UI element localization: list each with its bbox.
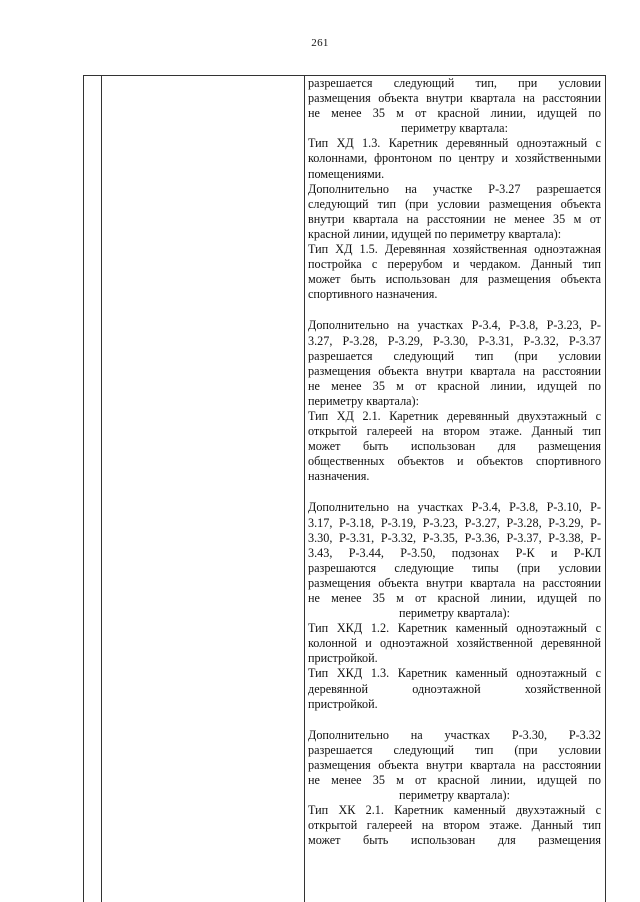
text-line: не менее 35 м от красной линии, идущей по: [308, 378, 601, 393]
text-line: общественных объектов и объектов спортивного: [308, 454, 601, 469]
paragraph: [308, 500, 601, 711]
text-line: 3.27, Р-3.28, Р-3.29, Р-3.30, Р-3.31, Р-3.32, Р-3.37: [308, 333, 601, 348]
text-line: помещениями.: [308, 166, 385, 181]
text-line: Дополнительно на участке Р-3.27 разрешается: [308, 181, 601, 196]
text-line: может быть использован для размещения: [308, 833, 601, 848]
table-right-border: [605, 75, 606, 902]
paragraph-gap: [308, 484, 601, 500]
text-line: Тип ХД 1.5. Деревянная хозяйственная одноэтажная: [308, 242, 601, 257]
paragraph-gap: [308, 302, 601, 318]
text-line: разрешается следующий тип, при условии: [308, 76, 601, 90]
paragraph: [308, 242, 601, 302]
table-cell-text: [308, 76, 601, 849]
text-line: деревянной одноэтажной хозяйственной: [308, 681, 601, 696]
page-number: 261: [311, 37, 329, 49]
text-line: колоннами, фронтоном по центру и хозяйственными: [308, 151, 601, 166]
text-line: размещения объекта внутри квартала на расстоянии: [308, 91, 601, 106]
text-line: 3.17, Р-3.18, Р-3.19, Р-3.23, Р-3.27, Р-3.28, Р-3.29, Р-: [308, 515, 601, 530]
text-line: спортивного назначения.: [308, 287, 438, 302]
text-line: размещения объекта внутри квартала на расстоянии: [308, 757, 601, 772]
text-line: Тип ХД 2.1. Каретник деревянный двухэтажный с: [308, 408, 601, 423]
text-line: периметру квартала:: [401, 121, 508, 136]
text-line: разрешается следующий тип (при условии: [308, 742, 601, 757]
paragraph: [308, 182, 601, 242]
text-line: размещения объекта внутри квартала на расстоянии: [308, 575, 601, 590]
text-line: периметру квартала):: [308, 393, 420, 408]
paragraph: [308, 318, 601, 484]
text-line: красной линии, идущей по периметру квартала):: [308, 226, 562, 241]
text-line: 3.30, Р-3.31, Р-3.32, Р-3.35, Р-3.36, Р-3.37, Р-3.38, Р-: [308, 530, 601, 545]
text-line: внутри квартала на расстоянии не менее 35 м от: [308, 211, 601, 226]
text-line: Тип ХД 1.3. Каретник деревянный одноэтажный с: [308, 136, 601, 151]
text-line: разрешается следующий тип (при условии: [308, 348, 601, 363]
text-line: размещения объекта внутри квартала на расстоянии: [308, 363, 601, 378]
text-line: Тип ХКД 1.2. Каретник каменный одноэтажный с: [308, 621, 601, 636]
text-line: колонной и одноэтажной хозяйственной деревянной: [308, 636, 601, 651]
text-line: пристройкой.: [308, 651, 378, 666]
text-line: открытой галереей на втором этаже. Данный тип: [308, 818, 601, 833]
text-line: Дополнительно на участках Р-3.4, Р-3.8, Р-3.23, Р-: [308, 318, 601, 333]
table-column-divider-1: [101, 75, 102, 902]
text-line: разрешаются следующие типы (при условии: [308, 560, 601, 575]
text-line: открытой галереей на втором этаже. Данный тип: [308, 424, 601, 439]
text-line: периметру квартала):: [398, 606, 510, 621]
text-line: не менее 35 м от красной линии, идущей по: [308, 591, 601, 605]
text-line: 3.43, Р-3.44, Р-3.50, подзонах Р-К и Р-КЛ: [308, 545, 601, 560]
table-left-border: [83, 75, 84, 902]
text-line: назначения.: [308, 469, 370, 484]
table-column-divider-2: [304, 75, 305, 902]
text-line: Дополнительно на участках Р-3.30, Р-3.32: [308, 727, 601, 742]
text-line: может быть использован для размещения объекта: [308, 272, 601, 287]
text-line: Тип ХКД 1.3. Каретник каменный одноэтажный с: [308, 666, 601, 681]
paragraph: [308, 76, 601, 182]
text-line: Дополнительно на участках Р-3.4, Р-3.8, Р-3.10, Р-: [308, 500, 601, 515]
text-line: следующий тип (при условии размещения объекта: [308, 196, 601, 211]
text-line: постройка с перерубом и чердаком. Данный тип: [308, 257, 601, 272]
paragraph: [308, 728, 601, 849]
text-line: не менее 35 м от красной линии, идущей по: [308, 773, 601, 788]
text-line: может быть использован для размещения: [308, 439, 601, 454]
paragraph-gap: [308, 712, 601, 728]
text-line: не менее 35 м от красной линии, идущей по: [308, 106, 601, 121]
text-line: Тип ХК 2.1. Каретник каменный двухэтажный с: [308, 803, 601, 818]
text-line: периметру квартала):: [398, 788, 510, 803]
text-line: пристройкой.: [308, 696, 378, 711]
